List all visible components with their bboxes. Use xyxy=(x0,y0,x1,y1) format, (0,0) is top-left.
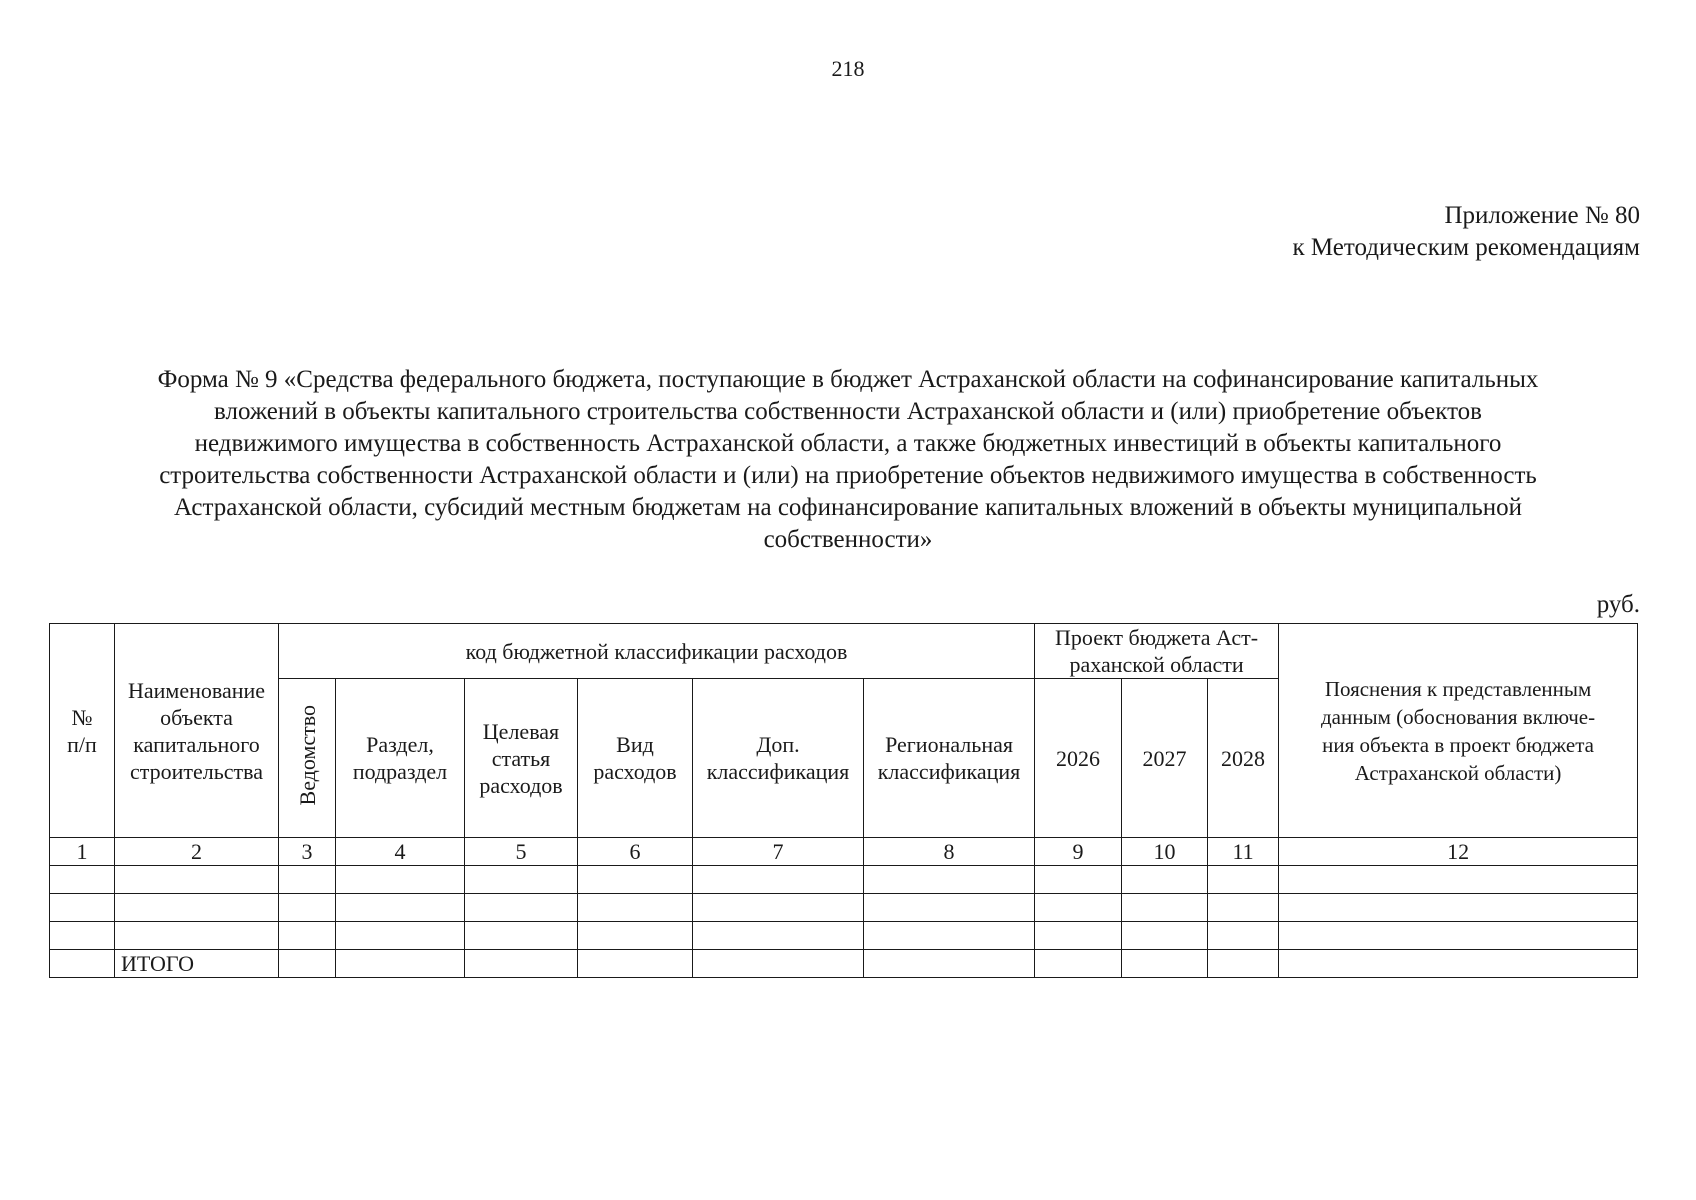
header-kbk: код бюджетной классификации расходов xyxy=(279,624,1035,679)
table-cell xyxy=(864,894,1035,922)
column-number: 2 xyxy=(115,838,279,866)
table-cell xyxy=(864,866,1035,894)
column-number: 7 xyxy=(693,838,864,866)
total-label: ИТОГО xyxy=(115,950,279,978)
form-title-line-1: Форма № 9 «Средства федерального бюджета, поступающие в бюджет Астраханской области на софинансирование капитальных xyxy=(157,366,1539,393)
appendix-reference xyxy=(1292,200,1640,264)
table-cell xyxy=(1035,894,1122,922)
table-cell xyxy=(465,950,578,978)
table-cell xyxy=(693,922,864,950)
header-num: № п/п xyxy=(50,624,115,838)
currency-unit: руб. xyxy=(1596,591,1640,618)
table-row xyxy=(50,894,1638,922)
table-cell xyxy=(50,922,115,950)
header-budget-project: Проект бюджета Аст- раханской области xyxy=(1035,624,1279,679)
column-number: 4 xyxy=(336,838,465,866)
table-cell xyxy=(336,866,465,894)
table-cell xyxy=(279,866,336,894)
table-cell xyxy=(1279,866,1638,894)
form-title-line-6: собственности» xyxy=(763,526,933,553)
table-cell xyxy=(50,866,115,894)
column-number: 8 xyxy=(864,838,1035,866)
table-cell xyxy=(1122,922,1208,950)
column-number: 6 xyxy=(578,838,693,866)
table-cell xyxy=(465,894,578,922)
table-cell xyxy=(465,922,578,950)
form-title-line-2: вложений в объекты капитального строительства собственности Астраханской области и (или) приобретение объектов xyxy=(214,398,1482,425)
header-object-name: Наименование объекта капитального строительства xyxy=(115,624,279,838)
table-cell xyxy=(279,922,336,950)
budget-table xyxy=(49,623,1638,978)
table-cell xyxy=(115,866,279,894)
table-cell xyxy=(336,922,465,950)
table-cell xyxy=(1208,950,1279,978)
table-cell xyxy=(1279,922,1638,950)
table-cell xyxy=(115,894,279,922)
table-cell xyxy=(1035,950,1122,978)
table-cell xyxy=(1279,950,1638,978)
header-regional-classification: Региональная классификация xyxy=(864,679,1035,838)
column-number: 9 xyxy=(1035,838,1122,866)
table-cell xyxy=(1208,894,1279,922)
header-dop-classification: Доп. классификация xyxy=(693,679,864,838)
column-number: 12 xyxy=(1279,838,1638,866)
table-row xyxy=(50,866,1638,894)
header-row-top xyxy=(50,624,1638,679)
table-cell xyxy=(1122,950,1208,978)
form-title-line-4: строительства собственности Астраханской области и (или) на приобретение объектов недвижимого имущества в собственность xyxy=(159,462,1537,489)
table-cell xyxy=(279,950,336,978)
form-title xyxy=(60,364,1636,556)
column-number: 3 xyxy=(279,838,336,866)
table-cell xyxy=(864,922,1035,950)
table-cell xyxy=(1208,922,1279,950)
table-cell xyxy=(115,922,279,950)
table-cell xyxy=(50,950,115,978)
table-cell xyxy=(336,894,465,922)
header-celevaya-statya: Целевая статья расходов xyxy=(465,679,578,838)
page-number: 218 xyxy=(831,56,865,81)
table-cell xyxy=(578,866,693,894)
table-cell xyxy=(693,950,864,978)
table-cell xyxy=(864,950,1035,978)
appendix-line-1: Приложение № 80 xyxy=(1444,202,1640,229)
table-cell xyxy=(693,894,864,922)
table-cell xyxy=(1208,866,1279,894)
table-cell xyxy=(465,866,578,894)
table-row xyxy=(50,922,1638,950)
form-title-line-3: недвижимого имущества в собственность Астраханской области, а также бюджетных инвестиций в объекты капитального xyxy=(194,430,1502,457)
table-cell xyxy=(578,922,693,950)
column-number: 11 xyxy=(1208,838,1279,866)
form-title-line-5: Астраханской области, субсидий местным бюджетам на софинансирование капитальных вложений в объекты муниципальной xyxy=(173,494,1523,521)
header-vid-rashodov: Вид расходов xyxy=(578,679,693,838)
column-number-row xyxy=(50,838,1638,866)
table-cell xyxy=(50,894,115,922)
header-vedomstvo: Ведомство xyxy=(279,679,336,838)
table-cell xyxy=(693,866,864,894)
column-number: 10 xyxy=(1122,838,1208,866)
total-row xyxy=(50,950,1638,978)
table-cell xyxy=(1279,894,1638,922)
header-year-2027: 2027 xyxy=(1122,679,1208,838)
table-cell xyxy=(336,950,465,978)
header-year-2026: 2026 xyxy=(1035,679,1122,838)
table-cell xyxy=(1122,894,1208,922)
column-number: 1 xyxy=(50,838,115,866)
table-cell xyxy=(1035,922,1122,950)
table-cell xyxy=(578,894,693,922)
table-cell xyxy=(578,950,693,978)
appendix-line-2: к Методическим рекомендациям xyxy=(1292,234,1640,261)
table-cell xyxy=(279,894,336,922)
header-razdel: Раздел, подраздел xyxy=(336,679,465,838)
table-cell xyxy=(1122,866,1208,894)
table-cell xyxy=(1035,866,1122,894)
header-year-2028: 2028 xyxy=(1208,679,1279,838)
header-explanations: Пояснения к представленным данным (обоснования включе- ния объекта в проект бюджета Астраханской области) xyxy=(1279,624,1638,838)
column-number: 5 xyxy=(465,838,578,866)
